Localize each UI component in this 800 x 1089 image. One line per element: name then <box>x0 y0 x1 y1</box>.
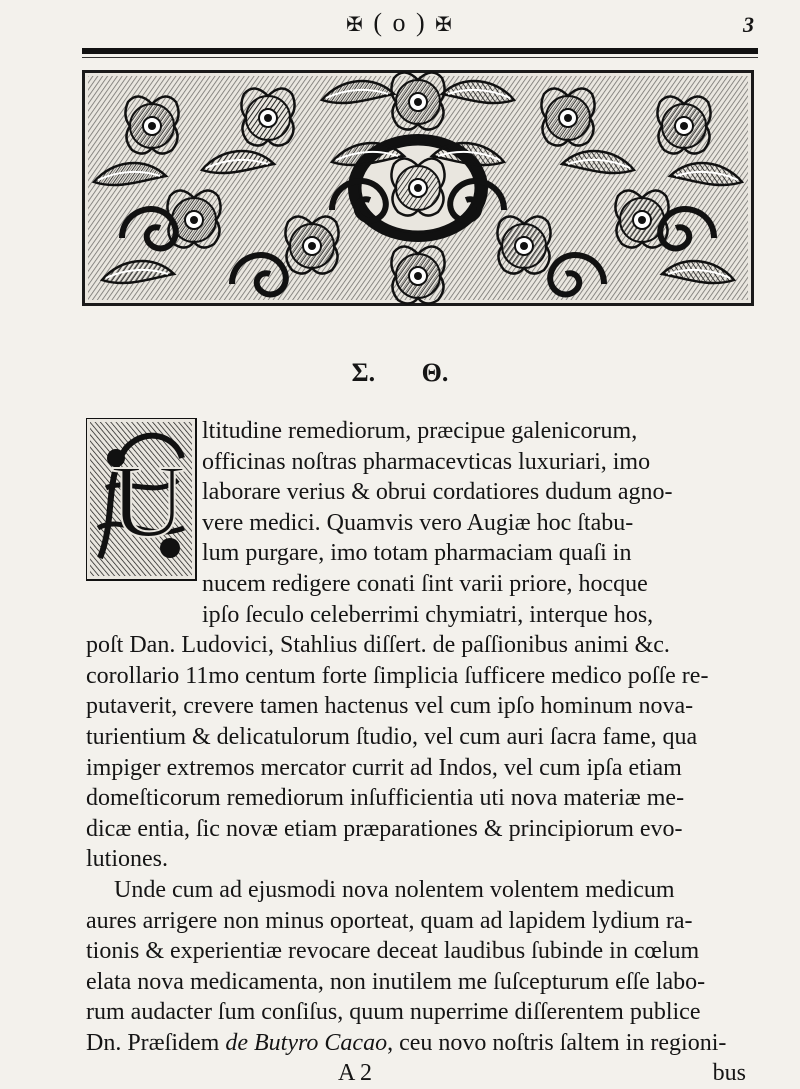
text-line: poſt Dan. Ludovici, Stahlius diſſert. de paſſionibus animi &c. <box>86 632 670 659</box>
text-line: elata nova medicamenta, non inutilem me ſuſcepturum eſſe labo- <box>86 968 706 995</box>
text-line: corollario 11mo centum forte ſimplicia ſufficere medico poſſe re- <box>86 662 709 689</box>
running-head <box>0 6 800 42</box>
book-title-italic: de Butyro Cacao <box>225 1029 388 1056</box>
text-line: lutiones. <box>86 846 168 873</box>
text-fragment: Dn. Præſidem <box>86 1029 226 1056</box>
catchword: bus <box>712 1060 746 1087</box>
text-line: Unde cum ad ejusmodi nova nolentem volentem medicum <box>114 876 675 903</box>
signature-mark-sigma: Σ. <box>351 358 376 387</box>
floral-headpiece-ornament <box>82 70 754 306</box>
text-line: turientium & delicatulorum ſtudio, vel cum auri ſacra fame, qua <box>86 723 698 750</box>
text-fragment: , ceu novo noſtris ſaltem in regioni- <box>387 1029 727 1056</box>
body-text <box>86 416 754 1089</box>
text-line: dicæ entia, ſic novæ etiam præparationes & principiorum evo- <box>86 815 683 842</box>
head-rule-thick <box>82 48 758 54</box>
text-line: putaverit, crevere tamen hactenus vel cum ipſo hominum nova- <box>86 693 694 720</box>
page-number: 3 <box>743 12 754 37</box>
running-head-center <box>300 8 500 38</box>
footer-line <box>86 1058 754 1089</box>
initial-letter-glyph: U <box>110 444 186 559</box>
signature-marks <box>0 358 800 388</box>
text-line: domeſticorum remediorum inſufficientia uti nova materiæ me- <box>86 785 685 812</box>
text-line: ltitudine remediorum, præcipue galenicorum, <box>202 418 638 444</box>
text-line: aures arrigere non minus oporteat, quam ad lapidem lydium ra- <box>86 907 693 934</box>
right-ornament: ✠ <box>435 12 454 36</box>
text-line <box>86 1028 754 1059</box>
running-head-title: ( o ) <box>373 8 427 37</box>
text-line: nucem redigere conati ſint varii priore, hocque <box>202 570 648 597</box>
text-line: tionis & experientiæ revocare deceat laudibus ſubinde in cœlum <box>86 938 700 965</box>
text-line: lum purgare, imo totam pharmaciam quaſi in <box>202 540 632 567</box>
head-rule-thin <box>82 57 758 58</box>
left-ornament: ✠ <box>346 12 365 36</box>
text-line: ipſo ſeculo celeberrimi chymiatri, interque hos, <box>202 601 654 628</box>
text-line: rum audacter ſum conſiſus, quum nuperrime diſſerentem publice <box>86 999 701 1026</box>
text-line: vere medici. Quamvis vero Augiæ hoc ſtabu- <box>202 509 634 536</box>
signature-mark-theta: Θ. <box>421 358 449 387</box>
text-line: officinas noſtras pharmacevticas luxuriari, imo <box>202 448 651 475</box>
text-line: impiger extremos mercator currit ad Indos, vel cum ipſa etiam <box>86 754 682 781</box>
text-line: laborare verius & obrui cordatiores dudum agno- <box>202 479 673 506</box>
signature-mark: A 2 <box>338 1060 373 1087</box>
